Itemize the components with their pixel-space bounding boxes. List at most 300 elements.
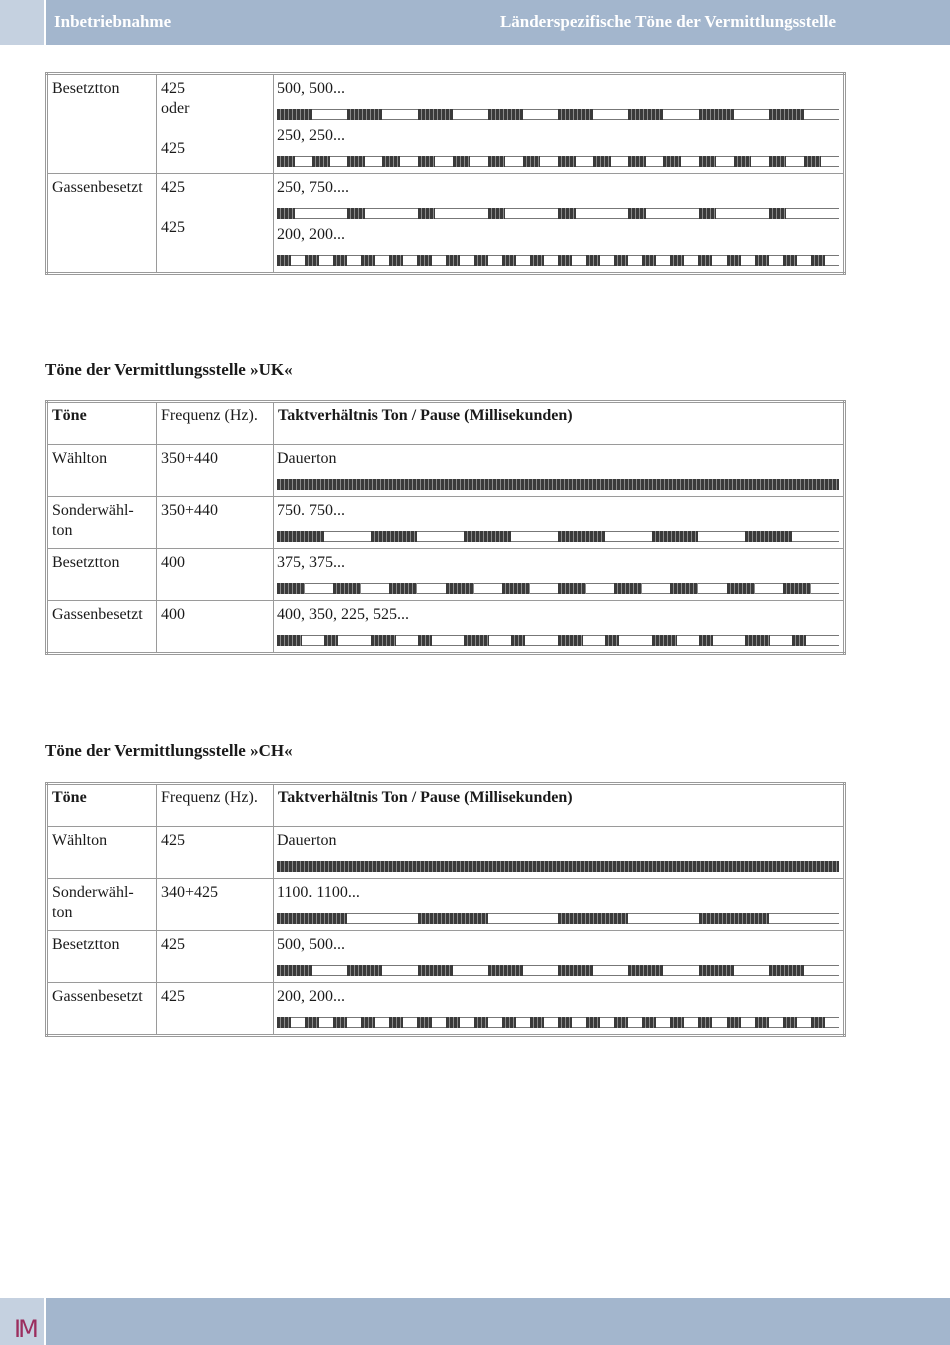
- tone-pause-segment: [319, 255, 333, 266]
- tone-on-segment: [698, 255, 712, 266]
- tone-on-segment: [614, 1017, 628, 1028]
- tone-on-segment: [333, 255, 347, 266]
- tone-on-segment: [699, 913, 769, 924]
- tone-pause-segment: [716, 156, 734, 167]
- tone-name-cell: [47, 601, 157, 654]
- tone-pause-segment: [488, 255, 502, 266]
- frequency-value: 425: [161, 832, 185, 849]
- tone-pause-segment: [489, 635, 511, 646]
- tone-on-segment: [488, 208, 506, 219]
- tone-pause-segment: [600, 1017, 614, 1028]
- tone-pause-segment: [460, 255, 474, 266]
- tone-on-segment: [755, 255, 769, 266]
- tone-on-segment: [558, 965, 593, 976]
- cadence-cell: [274, 931, 845, 983]
- tone-pause-segment: [347, 255, 361, 266]
- tone-pause-segment: [770, 635, 792, 646]
- tone-on-segment: [783, 583, 811, 594]
- frequency-value: 425: [161, 936, 185, 953]
- frequency-value: 425: [161, 988, 185, 1005]
- page-footer: [0, 1298, 950, 1345]
- tone-pause-segment: [628, 1017, 642, 1028]
- cadence-label: 250, 250...: [277, 127, 345, 144]
- table-header-row: [47, 402, 845, 445]
- tone-pause-segment: [453, 965, 488, 976]
- tone-pause-segment: [741, 255, 755, 266]
- tone-name: Wählton: [52, 832, 108, 849]
- column-header-tone: Töne: [47, 784, 157, 827]
- tone-pause-segment: [734, 965, 769, 976]
- tone-pause-segment: [396, 635, 418, 646]
- tone-pause-segment: [572, 1017, 586, 1028]
- tone-on-segment: [418, 156, 436, 167]
- tone-pause-segment: [291, 255, 305, 266]
- tone-on-segment: [699, 635, 713, 646]
- cadence-cell: [274, 601, 845, 654]
- tone-pause-segment: [605, 531, 652, 542]
- tone-on-segment: [811, 255, 825, 266]
- tone-on-segment: [277, 531, 324, 542]
- tone-pause-segment: [825, 1017, 839, 1028]
- cadence-cell: [274, 74, 845, 174]
- frequency-cell: [157, 549, 274, 601]
- tone-on-segment: [333, 1017, 347, 1028]
- tone-on-segment: [417, 255, 431, 266]
- header-corner-block: [0, 0, 44, 45]
- tone-pause-segment: [516, 255, 530, 266]
- tone-name: Gassenbesetzt: [52, 606, 143, 623]
- tone-pause-segment: [684, 1017, 698, 1028]
- tone-pause-segment: [305, 583, 333, 594]
- tone-cadence-pattern: [277, 583, 839, 594]
- tone-pause-segment: [716, 208, 769, 219]
- tone-on-segment: [502, 1017, 516, 1028]
- tone-on-segment: [277, 965, 312, 976]
- tone-on-segment: [699, 109, 734, 120]
- tone-pause-segment: [769, 255, 783, 266]
- tone-pause-segment: [338, 635, 371, 646]
- header-section-title: Länderspezifische Töne der Vermittlungsstelle: [499, 12, 836, 31]
- tone-on-segment: [277, 861, 839, 872]
- frequency-cell: [157, 445, 274, 497]
- tone-on-segment: [474, 1017, 488, 1028]
- tone-on-segment: [324, 635, 338, 646]
- tone-on-segment: [558, 583, 586, 594]
- tone-on-segment: [389, 583, 417, 594]
- tone-pause-segment: [593, 109, 628, 120]
- tone-on-segment: [670, 1017, 684, 1028]
- tone-pause-segment: [797, 1017, 811, 1028]
- section-title-ch: Töne der Vermittlungsstelle »CH«: [45, 741, 293, 760]
- tone-name-cell: [47, 931, 157, 983]
- tone-pause-segment: [525, 635, 558, 646]
- tone-pause-segment: [792, 531, 839, 542]
- cadence-cell: [274, 445, 845, 497]
- tone-on-segment: [558, 208, 576, 219]
- tone-on-segment: [663, 156, 681, 167]
- frequency-value: 400: [161, 606, 185, 623]
- tone-on-segment: [586, 255, 600, 266]
- tone-pause-segment: [786, 156, 804, 167]
- cadence-label: 400, 350, 225, 525...: [277, 606, 409, 623]
- tone-pause-segment: [302, 635, 324, 646]
- tone-name: Gassenbesetzt: [52, 988, 143, 1005]
- tone-on-segment: [530, 1017, 544, 1028]
- tone-pause-segment: [460, 1017, 474, 1028]
- frequency-cell: [157, 601, 274, 654]
- tone-pause-segment: [797, 255, 811, 266]
- tone-pause-segment: [312, 965, 347, 976]
- tone-table-ch: [45, 782, 846, 1037]
- tone-pause-segment: [741, 1017, 755, 1028]
- cadence-label: 500, 500...: [277, 80, 345, 97]
- tone-pause-segment: [576, 156, 594, 167]
- tone-pause-segment: [769, 1017, 783, 1028]
- tone-on-segment: [699, 965, 734, 976]
- frequency-value: oder: [161, 100, 190, 117]
- tone-pause-segment: [382, 965, 417, 976]
- tone-on-segment: [446, 583, 474, 594]
- tone-pause-segment: [361, 583, 389, 594]
- tone-on-segment: [783, 1017, 797, 1028]
- tone-pause-segment: [804, 965, 839, 976]
- tone-pause-segment: [576, 208, 629, 219]
- brand-logo-icon: IM: [14, 1315, 36, 1343]
- tone-on-segment: [347, 208, 365, 219]
- tone-pause-segment: [375, 255, 389, 266]
- tone-on-segment: [699, 208, 717, 219]
- tone-pause-segment: [295, 208, 348, 219]
- tone-pause-segment: [382, 109, 417, 120]
- tone-pause-segment: [505, 156, 523, 167]
- tone-on-segment: [628, 208, 646, 219]
- tone-cadence-pattern: [277, 1017, 839, 1028]
- tone-on-segment: [670, 255, 684, 266]
- tone-on-segment: [347, 156, 365, 167]
- tone-on-segment: [811, 1017, 825, 1028]
- cadence-cell: [274, 879, 845, 931]
- tone-pause-segment: [642, 583, 670, 594]
- tone-pause-segment: [330, 156, 348, 167]
- tone-pause-segment: [698, 583, 726, 594]
- tone-on-segment: [652, 635, 677, 646]
- cadence-cell: [274, 549, 845, 601]
- cadence-label: 200, 200...: [277, 988, 345, 1005]
- tone-on-segment: [361, 255, 375, 266]
- cadence-label: 250, 750....: [277, 179, 349, 196]
- table-row: [47, 445, 845, 497]
- tone-on-segment: [745, 531, 792, 542]
- column-header-frequency: Frequenz (Hz).: [157, 402, 274, 445]
- tone-pause-segment: [544, 1017, 558, 1028]
- tone-on-segment: [614, 583, 642, 594]
- tone-pause-segment: [713, 635, 746, 646]
- tone-pause-segment: [646, 208, 699, 219]
- frequency-cell: [157, 931, 274, 983]
- tone-on-segment: [417, 1017, 431, 1028]
- tone-on-segment: [453, 156, 471, 167]
- tone-cadence-pattern: [277, 479, 839, 490]
- tone-name: Besetztton: [52, 936, 120, 953]
- tone-on-segment: [474, 255, 488, 266]
- tone-on-segment: [464, 531, 511, 542]
- tone-cadence-pattern: [277, 635, 839, 646]
- tone-name-cell: [47, 549, 157, 601]
- tone-pause-segment: [646, 156, 664, 167]
- cadence-cell: [274, 983, 845, 1036]
- tone-on-segment: [488, 109, 523, 120]
- tone-on-segment: [277, 479, 839, 490]
- frequency-value: 350+440: [161, 450, 219, 467]
- tone-on-segment: [418, 208, 436, 219]
- tone-on-segment: [558, 531, 605, 542]
- tone-on-segment: [558, 913, 628, 924]
- tone-cadence-pattern: [277, 208, 839, 219]
- tone-on-segment: [769, 156, 787, 167]
- frequency-cell: [157, 497, 274, 549]
- tone-pause-segment: [677, 635, 699, 646]
- tone-pause-segment: [540, 156, 558, 167]
- tone-pause-segment: [432, 635, 465, 646]
- cadence-label: 750. 750...: [277, 502, 345, 519]
- tone-pause-segment: [786, 208, 839, 219]
- tone-on-segment: [277, 583, 305, 594]
- tone-pause-segment: [530, 583, 558, 594]
- tone-pause-segment: [806, 635, 839, 646]
- tone-on-segment: [605, 635, 619, 646]
- tone-pause-segment: [656, 1017, 670, 1028]
- tone-table-uk: [45, 400, 846, 655]
- tone-on-segment: [277, 1017, 291, 1028]
- tone-on-segment: [783, 255, 797, 266]
- tone-cadence-pattern: [277, 255, 839, 266]
- tone-pause-segment: [544, 255, 558, 266]
- table-row: [47, 497, 845, 549]
- tone-on-segment: [804, 156, 822, 167]
- table-row: [47, 879, 845, 931]
- tone-on-segment: [371, 635, 396, 646]
- tone-on-segment: [347, 109, 382, 120]
- tone-on-segment: [558, 109, 593, 120]
- tone-pause-segment: [432, 255, 446, 266]
- tone-pause-segment: [453, 109, 488, 120]
- section-title-uk: Töne der Vermittlungsstelle »UK«: [45, 360, 293, 379]
- tone-cadence-pattern: [277, 156, 839, 167]
- tone-name: Sonderwähl- ton: [52, 884, 134, 921]
- column-header-cadence: Taktverhältnis Ton / Pause (Millisekunden): [274, 402, 845, 445]
- tone-pause-segment: [470, 156, 488, 167]
- tone-on-segment: [769, 965, 804, 976]
- tone-pause-segment: [523, 965, 558, 976]
- tone-on-segment: [558, 156, 576, 167]
- tone-on-segment: [361, 1017, 375, 1028]
- tone-on-segment: [488, 156, 506, 167]
- tone-on-segment: [464, 635, 489, 646]
- tone-on-segment: [382, 156, 400, 167]
- tone-pause-segment: [347, 913, 417, 924]
- tone-pause-segment: [586, 583, 614, 594]
- tone-on-segment: [670, 583, 698, 594]
- tone-on-segment: [699, 156, 717, 167]
- tone-pause-segment: [488, 913, 558, 924]
- cadence-cell: [274, 174, 845, 274]
- table-row: [47, 601, 845, 654]
- column-header-cadence: Taktverhältnis Ton / Pause (Millisekunden): [274, 784, 845, 827]
- tone-name: Besetztton: [52, 80, 120, 97]
- tone-on-segment: [305, 255, 319, 266]
- tone-pause-segment: [572, 255, 586, 266]
- tone-name: Gassenbesetzt: [52, 179, 143, 196]
- tone-on-segment: [769, 208, 787, 219]
- tone-pause-segment: [821, 156, 839, 167]
- tone-cadence-pattern: [277, 531, 839, 542]
- tone-pause-segment: [663, 965, 698, 976]
- table-row: [47, 827, 845, 879]
- tone-pause-segment: [291, 1017, 305, 1028]
- tone-pause-segment: [628, 913, 698, 924]
- tone-pause-segment: [755, 583, 783, 594]
- tone-on-segment: [389, 255, 403, 266]
- tone-on-segment: [628, 965, 663, 976]
- tone-pause-segment: [365, 156, 383, 167]
- frequency-cell: [157, 879, 274, 931]
- tone-pause-segment: [488, 1017, 502, 1028]
- tone-name-cell: [47, 497, 157, 549]
- tone-on-segment: [418, 635, 432, 646]
- tone-on-segment: [745, 635, 770, 646]
- tone-cadence-pattern: [277, 861, 839, 872]
- tone-on-segment: [347, 965, 382, 976]
- column-header-tone: Töne: [47, 402, 157, 445]
- cadence-label: Dauerton: [277, 832, 337, 849]
- tone-pause-segment: [403, 255, 417, 266]
- frequency-value: 350+440: [161, 502, 219, 519]
- table-row: [47, 549, 845, 601]
- tone-pause-segment: [312, 109, 347, 120]
- tone-on-segment: [418, 965, 453, 976]
- tone-pause-segment: [825, 255, 839, 266]
- frequency-cell: [157, 827, 274, 879]
- tone-on-segment: [628, 156, 646, 167]
- tone-pause-segment: [400, 156, 418, 167]
- tone-cadence-pattern: [277, 109, 839, 120]
- tone-pause-segment: [319, 1017, 333, 1028]
- tone-on-segment: [727, 1017, 741, 1028]
- tone-cadence-pattern: [277, 913, 839, 924]
- tone-on-segment: [642, 255, 656, 266]
- tone-pause-segment: [435, 208, 488, 219]
- tone-name-cell: [47, 827, 157, 879]
- tone-pause-segment: [432, 1017, 446, 1028]
- tone-pause-segment: [417, 531, 464, 542]
- tone-pause-segment: [474, 583, 502, 594]
- cadence-label: 1100. 1100...: [277, 884, 360, 901]
- tone-pause-segment: [516, 1017, 530, 1028]
- tone-pause-segment: [403, 1017, 417, 1028]
- table-row: [47, 74, 845, 174]
- frequency-value: 400: [161, 554, 185, 571]
- tone-on-segment: [530, 255, 544, 266]
- tone-pause-segment: [804, 109, 839, 120]
- tone-pause-segment: [751, 156, 769, 167]
- tone-name: Wählton: [52, 450, 108, 467]
- tone-on-segment: [734, 156, 752, 167]
- tone-on-segment: [586, 1017, 600, 1028]
- footer-bar: [46, 1298, 950, 1345]
- tone-on-segment: [305, 1017, 319, 1028]
- tone-pause-segment: [684, 255, 698, 266]
- tone-on-segment: [333, 583, 361, 594]
- table-header-row: [47, 784, 845, 827]
- tone-on-segment: [277, 635, 302, 646]
- tone-name-cell: [47, 174, 157, 274]
- cadence-cell: [274, 497, 845, 549]
- tone-name-cell: [47, 983, 157, 1036]
- tone-table-continued: [45, 72, 846, 275]
- tone-pause-segment: [681, 156, 699, 167]
- tone-pause-segment: [619, 635, 652, 646]
- tone-on-segment: [614, 255, 628, 266]
- frequency-value: 425: [161, 179, 185, 196]
- tone-pause-segment: [600, 255, 614, 266]
- frequency-cell: [157, 174, 274, 274]
- tone-on-segment: [642, 1017, 656, 1028]
- cadence-label: Dauerton: [277, 450, 337, 467]
- tone-pause-segment: [628, 255, 642, 266]
- cadence-label: 200, 200...: [277, 226, 345, 243]
- tone-on-segment: [755, 1017, 769, 1028]
- tone-on-segment: [628, 109, 663, 120]
- tone-pause-segment: [656, 255, 670, 266]
- frequency-value: 425: [161, 140, 185, 157]
- tone-name: Sonderwähl- ton: [52, 502, 134, 539]
- tone-pause-segment: [375, 1017, 389, 1028]
- tone-pause-segment: [417, 583, 445, 594]
- tone-on-segment: [277, 156, 295, 167]
- tone-pause-segment: [583, 635, 605, 646]
- table-row: [47, 174, 845, 274]
- column-header-frequency: Frequenz (Hz).: [157, 784, 274, 827]
- tone-on-segment: [446, 255, 460, 266]
- cadence-cell: [274, 827, 845, 879]
- tone-pause-segment: [663, 109, 698, 120]
- tone-cadence-pattern: [277, 965, 839, 976]
- tone-pause-segment: [712, 255, 726, 266]
- tone-on-segment: [277, 255, 291, 266]
- tone-name-cell: [47, 879, 157, 931]
- tone-on-segment: [446, 1017, 460, 1028]
- tone-on-segment: [593, 156, 611, 167]
- cadence-label: 500, 500...: [277, 936, 345, 953]
- table-row: [47, 983, 845, 1036]
- frequency-value: 340+425: [161, 884, 219, 901]
- tone-pause-segment: [523, 109, 558, 120]
- tone-pause-segment: [505, 208, 558, 219]
- frequency-cell: [157, 74, 274, 174]
- tone-on-segment: [312, 156, 330, 167]
- tone-name: Besetztton: [52, 554, 120, 571]
- tone-pause-segment: [324, 531, 371, 542]
- tone-on-segment: [558, 635, 583, 646]
- tone-pause-segment: [611, 156, 629, 167]
- tone-name-cell: [47, 74, 157, 174]
- tone-pause-segment: [347, 1017, 361, 1028]
- header-chapter-title: Inbetriebnahme: [54, 12, 172, 31]
- tone-pause-segment: [365, 208, 418, 219]
- tone-pause-segment: [698, 531, 745, 542]
- tone-pause-segment: [593, 965, 628, 976]
- tone-on-segment: [418, 913, 488, 924]
